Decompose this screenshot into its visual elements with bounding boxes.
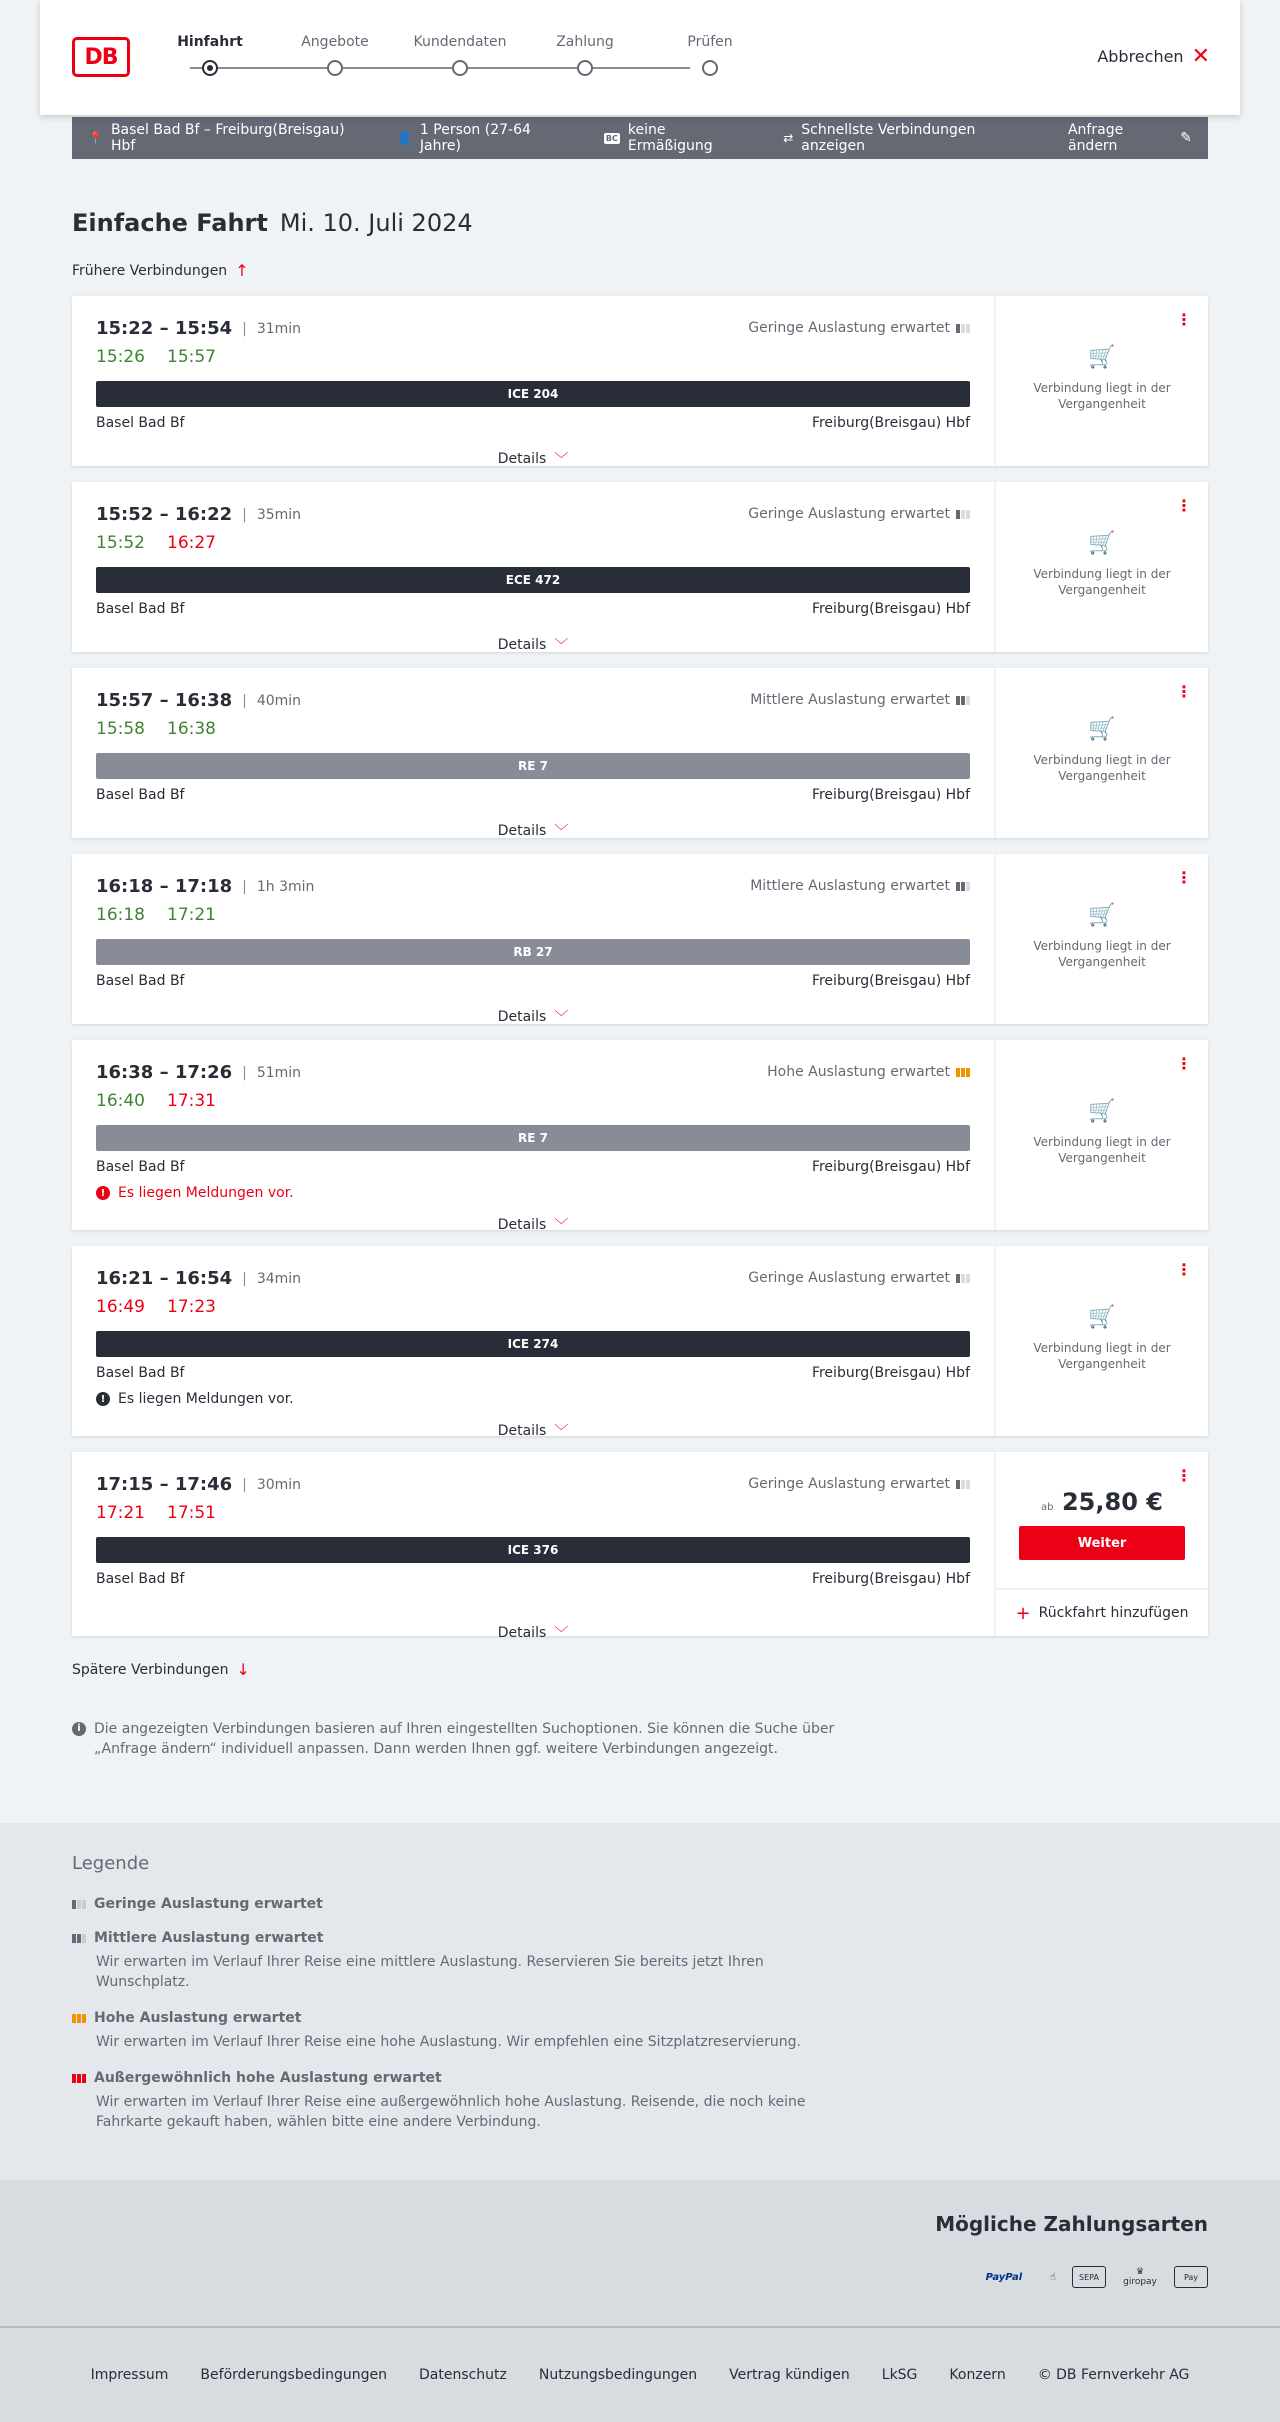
details-label: Details [497,451,547,467]
occupancy-info [750,692,970,708]
step-dot [702,60,718,76]
train-segment-bar[interactable] [96,381,970,407]
chevron-down-icon: ﹀ [554,1626,569,1642]
details-toggle[interactable] [96,1007,970,1027]
planned-time-range: 15:57 – 16:38 [96,690,233,711]
connection-card [72,296,1208,466]
legend-item-low [72,1896,1208,1912]
occupancy-medium-icon [956,696,970,705]
footer-link-impressum[interactable]: Impressum [90,2367,169,2383]
planned-time-range: 16:38 – 17:26 [96,1062,233,1083]
realtime-times [96,533,970,553]
more-options-icon[interactable]: ⋮ [1176,496,1192,515]
origin-station: Basel Bad Bf [96,1365,185,1381]
origin-station: Basel Bad Bf [96,973,185,989]
earlier-connections-label: Frühere Verbindungen [72,262,228,279]
step-hinfahrt[interactable] [160,34,260,76]
train-name: RE 7 [518,759,548,773]
destination-station: Freiburg(Breisgau) Hbf [811,973,970,989]
cancel-label: Abbrechen [1097,47,1184,66]
offer-panel [996,1246,1208,1436]
travel-date: Mi. 10. Juli 2024 [279,209,473,237]
occupancy-text: Geringe Auslastung erwartet [748,320,950,336]
chevron-down-icon: ﹀ [554,1218,569,1234]
past-connection-text: Verbindung liegt in der Vergangenheit [1033,567,1171,597]
legend-item-medium [72,1930,1208,1992]
connection-card [72,854,1208,1024]
train-segment-bar[interactable] [96,1125,970,1151]
legend-title: Legende [72,1853,150,1874]
realtime-departure: 16:40 [96,1091,145,1111]
legend-item-title: Außergewöhnlich hohe Auslastung erwartet [94,2070,442,2086]
swap-arrows-icon: ⇄ [783,131,794,145]
legend-item-title-row [72,1896,1208,1912]
train-name: ICE 376 [507,1543,559,1557]
disruption-notice[interactable] [96,1391,970,1407]
bahncard-icon: BC [605,133,618,143]
realtime-arrival: 17:23 [167,1297,216,1317]
legend-section [0,1823,1280,2180]
connection-info [72,854,996,1024]
past-connection-notice [996,531,1208,598]
occupancy-medium-icon [956,882,970,891]
occupancy-high-icon [72,2014,86,2023]
past-connection-text: Verbindung liegt in der Vergangenheit [1033,1341,1171,1371]
fastest-connections-toggle[interactable] [783,122,1034,154]
occupancy-low-icon [956,510,970,519]
duration: 34min [256,1270,302,1287]
credit-card-hand-icon: ☝ [1049,2271,1056,2283]
offer-panel [996,296,1208,466]
destination-station: Freiburg(Breisgau) Hbf [811,1159,970,1175]
train-segment-bar[interactable] [96,1537,970,1563]
footer-link-konzern[interactable]: Konzern [949,2367,1006,2383]
occupancy-text: Hohe Auslastung erwartet [767,1064,950,1080]
duration: 51min [256,1064,302,1081]
realtime-departure: 16:49 [96,1297,145,1317]
route-text: Basel Bad Bf – Freiburg(Breisgau) Hbf [110,122,345,154]
occupancy-very-high-icon [72,2074,86,2083]
step-pruefen[interactable] [660,34,760,76]
details-label: Details [497,1625,547,1641]
sepa-icon: SEPA [1072,2266,1106,2288]
close-icon: ✕ [1191,43,1210,69]
realtime-departure: 15:26 [96,347,145,367]
connection-info [72,1452,996,1642]
occupancy-high-icon [956,1068,970,1077]
price-block [996,1488,1208,1516]
connection-info [72,668,996,838]
duration: 30min [256,1476,302,1493]
duration: 35min [256,506,302,523]
separator: | [242,878,247,895]
giropay-label: giropay [1123,2277,1157,2287]
separator: | [242,1064,247,1081]
alert-icon: ! [96,1392,110,1406]
chevron-down-icon: ﹀ [554,452,569,468]
offer-panel [996,668,1208,838]
footer [0,2326,1280,2422]
page-title: Einfache Fahrt [72,209,268,237]
more-options-icon[interactable]: ⋮ [1176,1260,1192,1279]
legend-item-title: Geringe Auslastung erwartet [94,1896,323,1912]
details-label: Details [497,1217,547,1233]
offer-panel [996,1040,1208,1230]
destination-station: Freiburg(Breisgau) Hbf [811,1571,970,1587]
step-label: Hinfahrt [177,34,243,50]
train-name: ICE 274 [507,1337,559,1351]
footer-link-befoerderungsbedingungen[interactable]: Beförderungsbedingungen [200,2367,387,2383]
details-label: Details [497,1423,547,1439]
step-dot [452,60,468,76]
occupancy-text: Mittlere Auslastung erwartet [750,692,950,708]
cart-unavailable-icon: 🛒 [1088,903,1116,928]
legend-item-description: Wir erwarten im Verlauf Ihrer Reise eine außergewöhnlich hohe Auslastung. Reisende, die noch keine Fahrkarte gekauft haben, wählen bitte eine andere Verbindung. [96,2094,806,2130]
page-title-row [72,209,1208,237]
duration: 31min [256,320,302,337]
apple-pay-label: Pay [1183,2272,1199,2282]
step-label: Angebote [301,34,369,50]
realtime-times [96,905,970,925]
occupancy-info [748,1270,970,1286]
cart-unavailable-icon: 🛒 [1088,345,1116,370]
separator: | [242,1270,247,1287]
realtime-arrival: 17:31 [167,1091,216,1111]
discount-summary[interactable] [604,122,749,154]
chevron-down-icon: ﹀ [554,638,569,654]
change-request-label: Anfrage ändern [1067,122,1124,154]
destination-station: Freiburg(Breisgau) Hbf [811,1365,970,1381]
legend-item-very-high [72,2070,1208,2132]
giropay-symbol: ♛ [1135,2267,1145,2277]
notice-text: Es liegen Meldungen vor. [118,1185,294,1201]
apple-pay-icon [1174,2266,1208,2288]
step-label: Zahlung [556,34,614,50]
occupancy-info [748,506,970,522]
step-angebote[interactable] [285,34,385,76]
connection-card [72,482,1208,652]
past-connection-notice [996,345,1208,412]
footer-link-vertrag-kuendigen[interactable]: Vertrag kündigen [729,2367,850,2383]
legend-item-description: Wir erwarten im Verlauf Ihrer Reise eine mittlere Auslastung. Reservieren Sie bereits jetzt Ihren Wunschplatz. [96,1954,764,1990]
origin-station: Basel Bad Bf [96,601,185,617]
change-request-button[interactable] [1068,122,1192,154]
realtime-departure: 16:18 [96,905,145,925]
step-dot [577,60,593,76]
occupancy-text: Mittlere Auslastung erwartet [750,878,950,894]
stations [96,415,970,431]
train-name: RE 7 [518,1131,548,1145]
top-header [40,0,1240,115]
legend-item-title: Hohe Auslastung erwartet [94,2010,302,2026]
train-name: RB 27 [513,945,553,959]
occupancy-low-icon [956,1480,970,1489]
step-label: Kundendaten [413,34,507,50]
details-toggle[interactable] [96,635,970,655]
chevron-down-icon: ﹀ [554,824,569,840]
more-options-icon[interactable]: ⋮ [1176,1466,1192,1485]
connection-card [72,1246,1208,1440]
route-summary[interactable] [88,122,363,154]
footer-link-nutzungsbedingungen[interactable]: Nutzungsbedingungen [538,2367,698,2383]
destination-station: Freiburg(Breisgau) Hbf [811,601,970,617]
arrow-down-icon: ↓ [236,1660,250,1679]
connection-info [72,296,996,466]
train-segment-bar[interactable] [96,753,970,779]
occupancy-info [767,1064,970,1080]
more-options-icon[interactable]: ⋮ [1176,1054,1192,1073]
destination-station: Freiburg(Breisgau) Hbf [811,415,970,431]
past-connection-notice [996,1099,1208,1166]
offer-panel [996,482,1208,652]
payment-methods-title: Mögliche Zahlungsarten [935,2212,1208,2236]
realtime-arrival: 17:21 [167,905,216,925]
disruption-notice[interactable] [96,1185,970,1201]
add-return-trip-label: Rückfahrt hinzufügen [1038,1605,1189,1621]
past-connection-text: Verbindung liegt in der Vergangenheit [1033,939,1171,969]
origin-station: Basel Bad Bf [96,415,185,431]
location-pin-icon: 📍 [88,131,103,145]
footer-link-datenschutz[interactable]: Datenschutz [418,2367,507,2383]
cart-unavailable-icon: 🛒 [1088,531,1116,556]
footer-link-lksg[interactable]: LkSG [881,2367,918,2383]
past-connection-text: Verbindung liegt in der Vergangenheit [1033,381,1171,411]
later-connections-label: Spätere Verbindungen [72,1661,229,1678]
continue-button[interactable]: Weiter [1019,1526,1185,1560]
stations [96,1159,970,1175]
occupancy-info [748,320,970,336]
realtime-times [96,719,970,739]
past-connection-text: Verbindung liegt in der Vergangenheit [1033,1135,1171,1165]
legend-item-title-row [72,2010,1208,2026]
fastest-text: Schnellste Verbindungen anzeigen [801,122,976,154]
past-connection-notice [996,717,1208,784]
later-connections-link[interactable] [72,1660,250,1679]
separator: | [242,506,247,523]
alert-icon: ! [96,1186,110,1200]
cart-unavailable-icon: 🛒 [1088,717,1116,742]
realtime-arrival: 16:38 [167,719,216,739]
connection-card [72,1452,1208,1642]
offer-panel [996,1452,1208,1636]
main-content [72,209,1208,1759]
connection-card [72,668,1208,838]
search-info-note [72,1719,842,1759]
occupancy-medium-icon [72,1934,86,1943]
offer-panel [996,854,1208,1024]
details-toggle[interactable] [96,1215,970,1235]
occupancy-info [750,878,970,894]
stations [96,1365,970,1381]
add-return-trip-button[interactable] [996,1588,1208,1636]
legend-item-high [72,2010,1208,2052]
planned-time-range: 15:52 – 16:22 [96,504,233,525]
occupancy-low-icon [72,1900,86,1909]
cart-unavailable-icon: 🛒 [1088,1099,1116,1124]
person-icon: 👤 [396,131,412,145]
past-connection-notice [996,1305,1208,1372]
realtime-times [96,1091,970,1111]
planned-time-range: 15:22 – 15:54 [96,318,233,339]
passenger-text: 1 Person (27-64 Jahre) [419,122,531,154]
occupancy-info [748,1476,970,1492]
separator: | [242,1476,247,1493]
step-label: Prüfen [687,34,733,50]
realtime-arrival: 17:51 [167,1503,216,1523]
search-info-text: Die angezeigten Verbindungen basieren auf Ihren eingestellten Suchoptionen. Sie können die Suche über „Anfrage ändern“ individuell anpassen. Dann werden Ihnen ggf. weitere Verbindungen angezeigt. [94,1721,835,1757]
payment-icons [974,2262,1208,2292]
connection-card [72,1040,1208,1234]
origin-station: Basel Bad Bf [96,787,185,803]
occupancy-low-icon [956,324,970,333]
notice-text: Es liegen Meldungen vor. [118,1391,294,1407]
stations [96,601,970,617]
occupancy-text: Geringe Auslastung erwartet [748,1476,950,1492]
legend-item-title: Mittlere Auslastung erwartet [94,1930,324,1946]
more-options-icon[interactable]: ⋮ [1176,868,1192,887]
search-summary-bar [72,117,1208,159]
step-dot-active [202,60,218,76]
pencil-icon: ✎ [1180,130,1193,146]
details-toggle[interactable] [96,449,970,469]
train-segment-bar[interactable] [96,567,970,593]
step-kundendaten[interactable] [410,34,510,76]
past-connection-text: Verbindung liegt in der Vergangenheit [1033,753,1171,783]
stations [96,973,970,989]
realtime-times [96,347,970,367]
separator: | [242,320,247,337]
legend-item-description: Wir erwarten im Verlauf Ihrer Reise eine hohe Auslastung. Wir empfehlen eine Sitzplatzreservierung. [96,2034,801,2050]
occupancy-text: Geringe Auslastung erwartet [748,506,950,522]
planned-time-range: 16:21 – 16:54 [96,1268,233,1289]
occupancy-text: Geringe Auslastung erwartet [748,1270,950,1286]
earlier-connections-link[interactable] [72,261,249,280]
details-label: Details [497,637,547,653]
occupancy-low-icon [956,1274,970,1283]
planned-time-range: 16:18 – 17:18 [96,876,233,897]
info-icon: i [72,1722,86,1736]
legend-item-title-row [72,1930,1208,1946]
realtime-departure: 17:21 [96,1503,145,1523]
stations [96,787,970,803]
price-prefix: ab [1041,1502,1054,1513]
giropay-icon [1122,2262,1158,2292]
realtime-departure: 15:58 [96,719,145,739]
details-toggle[interactable] [96,821,970,841]
planned-time-range: 17:15 – 17:46 [96,1474,233,1495]
realtime-times [96,1297,970,1317]
chevron-down-icon: ﹀ [554,1010,569,1026]
realtime-departure: 15:52 [96,533,145,553]
db-logo[interactable]: DB [72,37,130,77]
payment-methods-section [0,2180,1280,2326]
details-toggle[interactable] [96,1623,970,1643]
duration: 40min [256,692,302,709]
train-name: ECE 472 [505,573,561,587]
more-options-icon[interactable]: ⋮ [1176,682,1192,701]
footer-link-copyright[interactable]: © DB Fernverkehr AG [1037,2367,1190,2383]
stations [96,1571,970,1587]
details-label: Details [497,1009,547,1025]
duration: 1h 3min [256,878,315,895]
paypal-icon: PayPal [985,2271,1023,2283]
legend-item-title-row [72,2070,1208,2086]
price-value: 25,80 € [1061,1488,1163,1516]
chevron-down-icon: ﹀ [554,1424,569,1440]
connection-info [72,1246,996,1440]
booking-stepper [160,34,733,84]
train-segment-bar[interactable] [96,939,970,965]
realtime-arrival: 16:27 [167,533,216,553]
separator: | [242,692,247,709]
past-connection-notice [996,903,1208,970]
plus-icon: + [1015,1602,1031,1624]
origin-station: Basel Bad Bf [96,1159,185,1175]
connection-info [72,1040,996,1234]
more-options-icon[interactable]: ⋮ [1176,310,1192,329]
train-segment-bar[interactable] [96,1331,970,1357]
realtime-arrival: 15:57 [167,347,216,367]
connection-info [72,482,996,652]
discount-text: keine Ermäßigung [627,122,713,154]
destination-station: Freiburg(Breisgau) Hbf [811,787,970,803]
details-label: Details [497,823,547,839]
step-zahlung[interactable] [535,34,635,76]
realtime-times [96,1503,970,1523]
step-dot [327,60,343,76]
cart-unavailable-icon: 🛒 [1088,1305,1116,1330]
passenger-summary[interactable] [397,122,570,154]
train-name: ICE 204 [507,387,559,401]
cancel-button[interactable] [1097,43,1210,69]
details-toggle[interactable] [96,1421,970,1441]
arrow-up-icon: ↑ [235,261,249,280]
origin-station: Basel Bad Bf [96,1571,185,1587]
